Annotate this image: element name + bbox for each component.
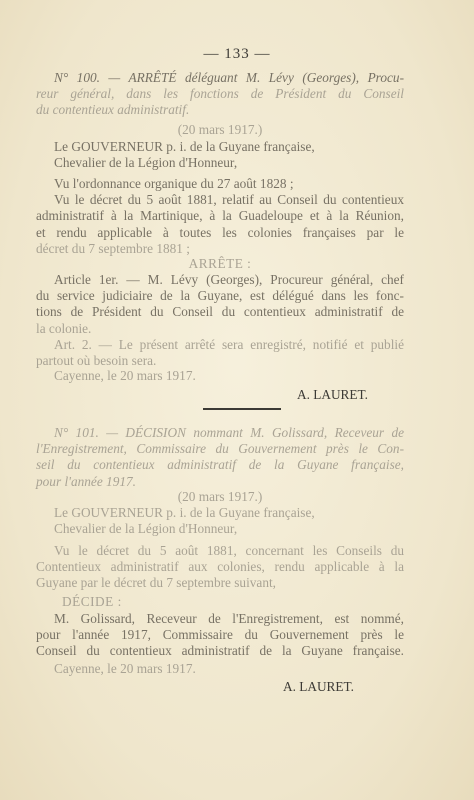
article-line: tions de Président du Conseil du contentieux administratif de bbox=[36, 304, 404, 320]
visa-line: décret du 7 septembre 1881 ; bbox=[36, 240, 190, 256]
authority-line: Le GOUVERNEUR p. i. de la Guyane française, bbox=[54, 505, 315, 520]
act-101-place-date: Cayenne, le 20 mars 1917. bbox=[54, 661, 196, 676]
separator-rule bbox=[203, 408, 281, 410]
article-line: la colonie. bbox=[36, 320, 92, 336]
body-line: Conseil du contentieux administratif de la Guyane française. bbox=[36, 643, 404, 659]
act-101-visas bbox=[36, 543, 404, 592]
authority-line: Le GOUVERNEUR p. i. de la Guyane française, bbox=[54, 139, 315, 154]
heading-line: pour l'année 1917. bbox=[36, 473, 136, 489]
visa-line: administratif à la Martinique, à la Guadeloupe et à la Réunion, bbox=[36, 208, 404, 224]
act-100-authority bbox=[36, 139, 404, 171]
visa-line: Contentieux administratif aux colonies, rendu applicable à la bbox=[36, 559, 404, 575]
visa-line: Guyane par le décret du 7 septembre suivant, bbox=[36, 575, 276, 591]
act-101-body bbox=[36, 611, 404, 660]
heading-line: N° 101. — DÉCISION nommant M. Golissard, Receveur de bbox=[54, 425, 404, 440]
body-line: M. Golissard, Receveur de l'Enregistrement, est nommé, bbox=[54, 611, 404, 626]
article-line: Art. 2. — Le présent arrêté sera enregistré, notifié et publié bbox=[54, 337, 404, 352]
body-line: pour l'année 1917, Commissaire du Gouvernement près le bbox=[36, 627, 404, 643]
act-101-heading bbox=[36, 425, 404, 490]
heading-line: N° 100. — ARRÊTÉ déléguant M. Lévy (Georges), Procu- bbox=[54, 70, 404, 85]
act-101-signature: A. LAURET. bbox=[282, 679, 354, 694]
visa-line: Vu l'ordonnance organique du 27 août 1828 ; bbox=[54, 176, 294, 191]
article-line: Article 1er. — M. Lévy (Georges), Procureur général, chef bbox=[54, 272, 404, 287]
heading-line: l'Enregistrement, Commissaire du Gouvernement près le Con- bbox=[36, 441, 404, 457]
authority-line: Chevalier de la Légion d'Honneur, bbox=[54, 521, 238, 537]
authority-line: Chevalier de la Légion d'Honneur, bbox=[54, 155, 238, 171]
visa-line: Vu le décret du 5 août 1881, concernant les Conseils du bbox=[54, 543, 404, 558]
act-100-place-date: Cayenne, le 20 mars 1917. bbox=[54, 368, 196, 383]
visa-line: Vu le décret du 5 août 1881, relatif au Conseil du contentieux bbox=[54, 192, 404, 208]
act-100-article-1 bbox=[36, 272, 404, 337]
page-number: — 133 — bbox=[203, 46, 271, 62]
act-100-article-2 bbox=[36, 337, 404, 369]
heading-line: seil du contentieux administratif de la Guyane française, bbox=[36, 457, 404, 473]
act-100-date: (20 mars 1917.) bbox=[177, 122, 263, 137]
article-line: du service judiciaire de la Guyane, est délégué dans les fonc- bbox=[36, 288, 404, 304]
visa-line: et rendu applicable à toutes les colonies françaises par le bbox=[36, 224, 404, 240]
article-line: partout où besoin sera. bbox=[36, 353, 157, 369]
heading-line: reur général, dans les fonctions de Président du Conseil bbox=[36, 86, 404, 102]
act-100-visas bbox=[36, 176, 404, 257]
act-101-decision-word: DÉCIDE : bbox=[62, 594, 122, 609]
heading-line: du contentieux administratif. bbox=[36, 102, 190, 118]
act-100-decision-word: ARRÊTE : bbox=[188, 256, 252, 271]
act-100-heading bbox=[36, 70, 404, 119]
act-101-authority bbox=[36, 505, 404, 537]
act-100-signature: A. LAURET. bbox=[296, 387, 368, 402]
act-101-date: (20 mars 1917.) bbox=[177, 489, 263, 504]
